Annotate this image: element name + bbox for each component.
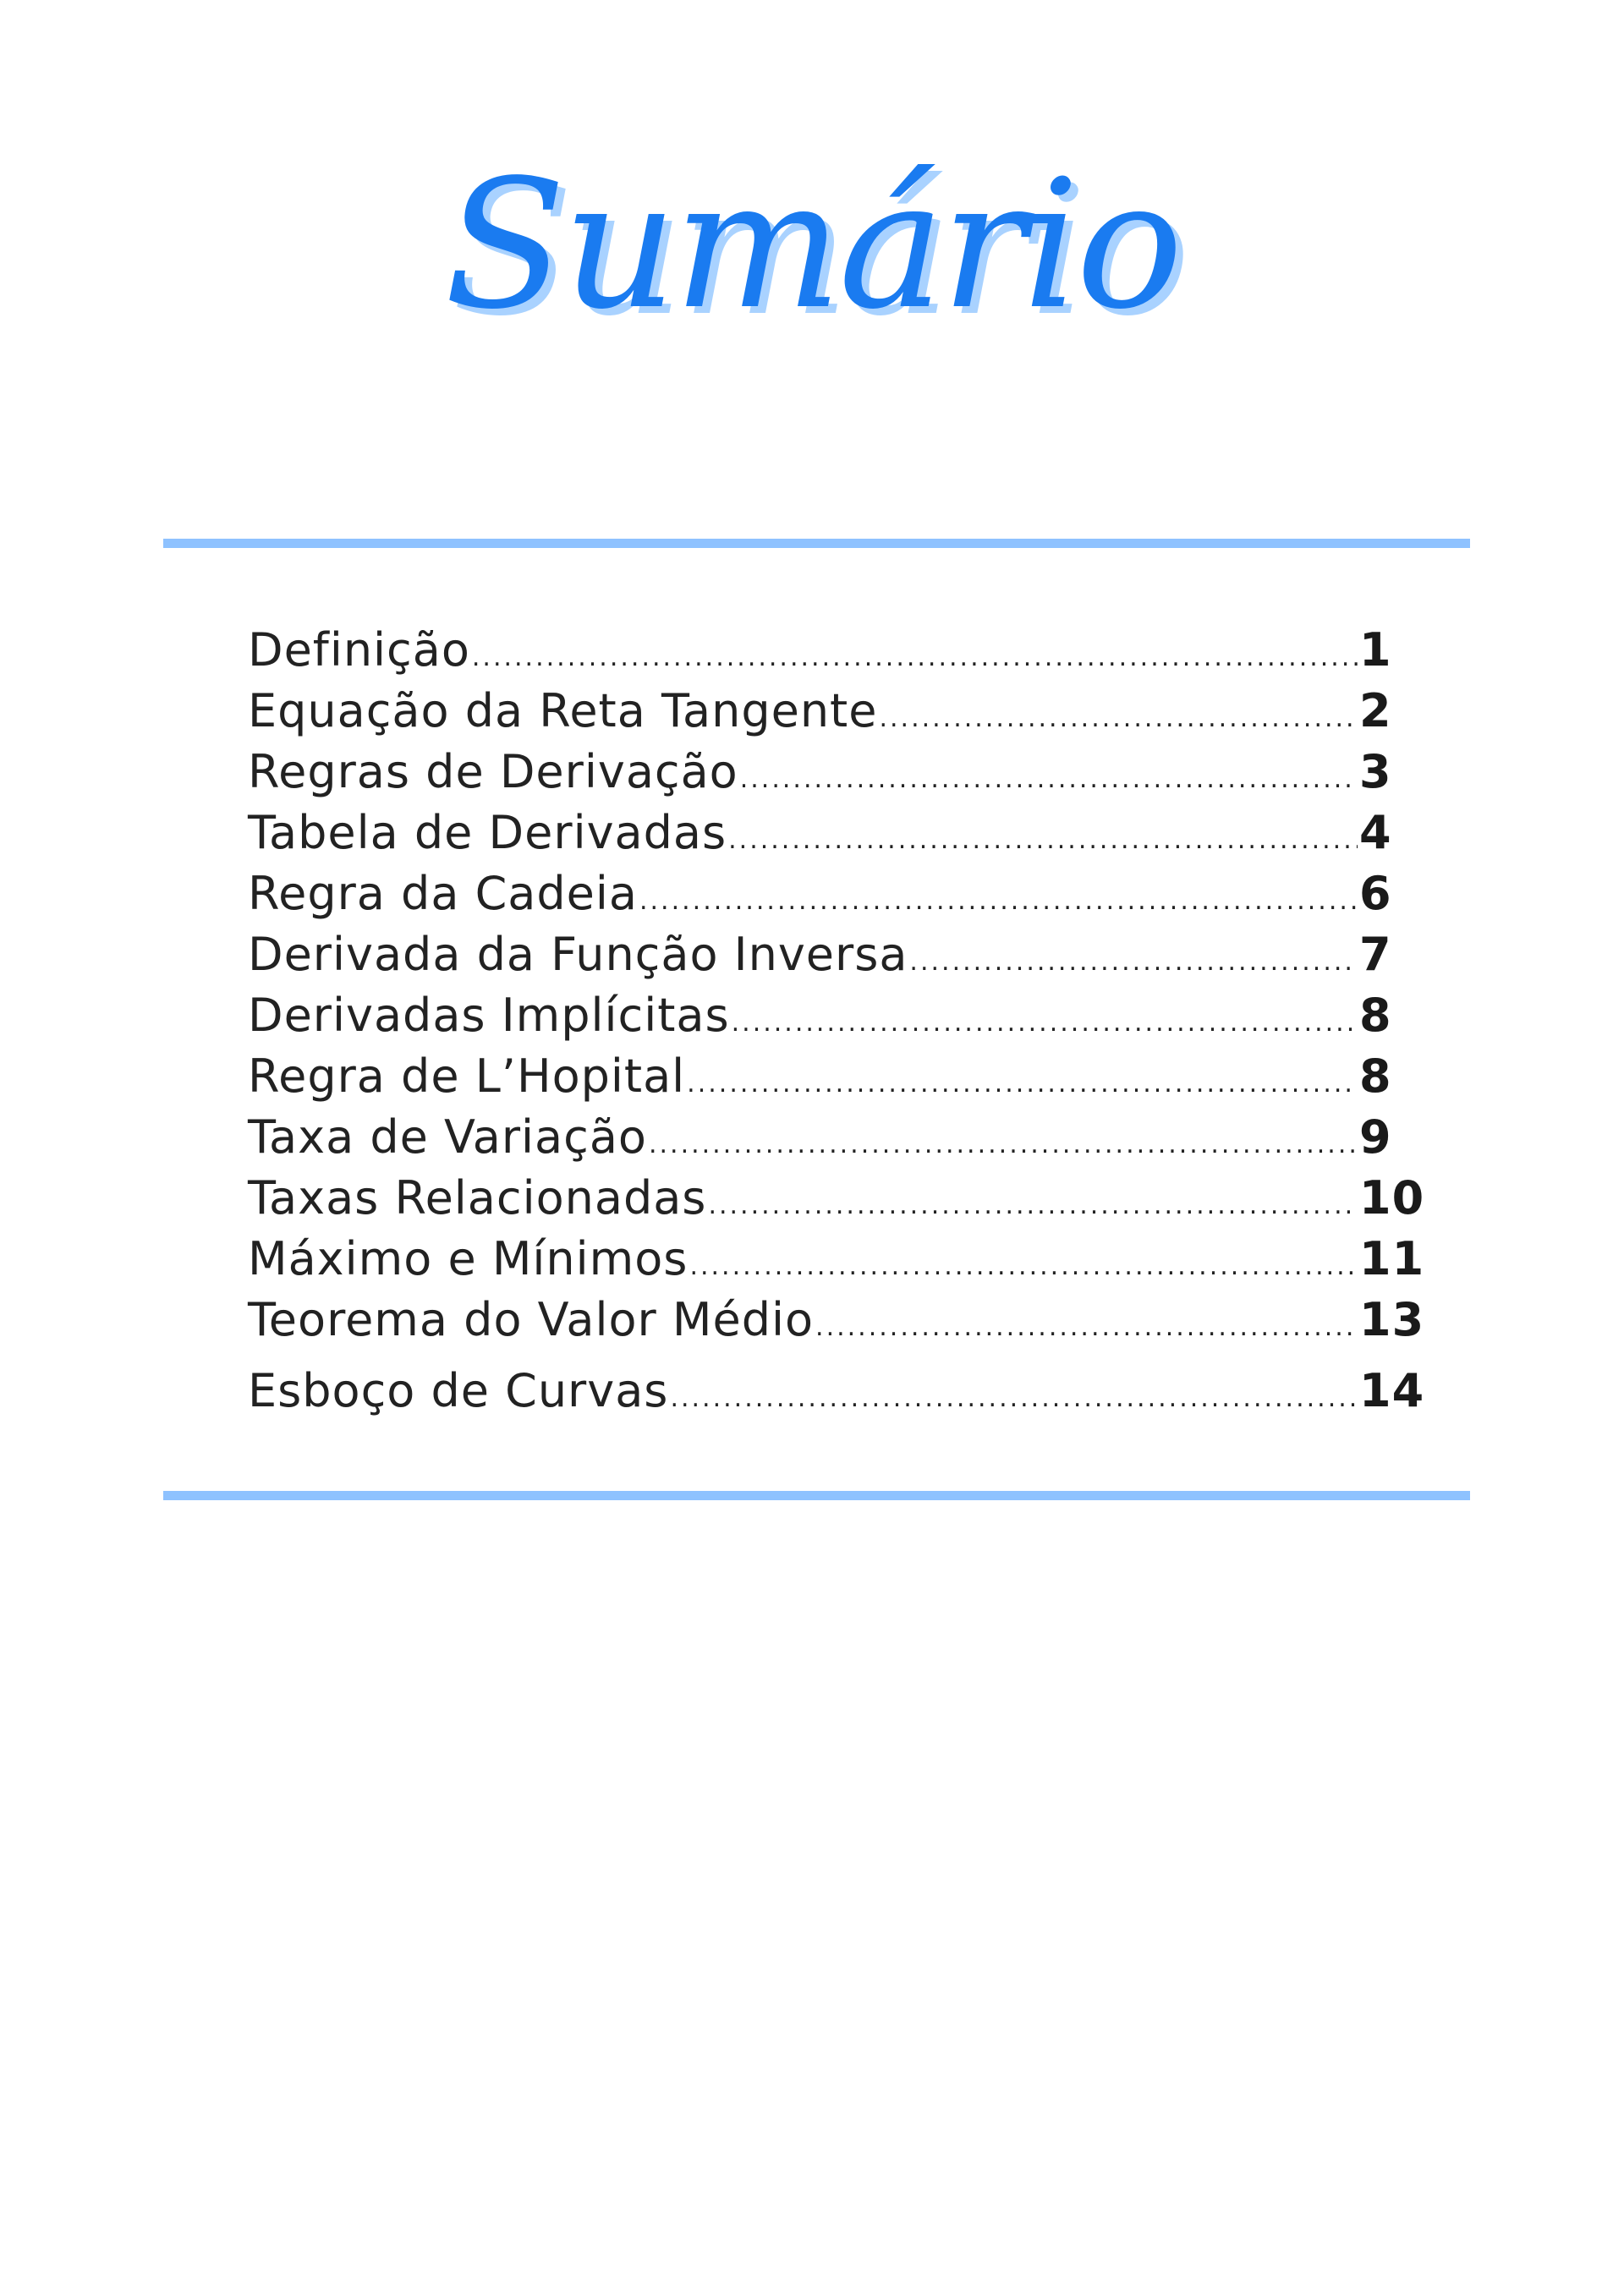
toc-entry-page: 14 [1359,1364,1425,1417]
dot-leader [728,810,1358,871]
toc-entry [248,803,1392,863]
toc-entry-page: 13 [1359,1293,1425,1346]
toc-entry-page: 1 [1359,623,1392,677]
toc-entry-page: 6 [1359,867,1392,920]
dot-leader [687,1054,1358,1115]
dot-leader [909,932,1358,993]
toc-entry-page: 4 [1359,806,1392,859]
table-of-contents [248,620,1425,1422]
toc-entry [248,1168,1425,1229]
toc-entry-label: Esboço de Curvas [248,1364,669,1417]
toc-entry-label: Derivada da Função Inversa [248,928,908,981]
toc-entry-page: 8 [1359,989,1392,1042]
toc-entry-page: 3 [1359,745,1392,798]
toc-entry-label: Teorema do Valor Médio [248,1293,815,1346]
toc-entry [248,924,1392,985]
dot-leader [879,688,1358,749]
toc-entry-label: Derivadas Implícitas [248,989,730,1042]
toc-entry-label: Regra de L’Hopital [248,1049,686,1103]
page-title: Sumário [444,141,1180,348]
toc-entry-label: Taxas Relacionadas [248,1171,707,1225]
dot-leader [639,871,1358,932]
toc-entry-label: Regra da Cadeia [248,867,638,920]
dot-leader [472,627,1358,688]
toc-entry-page: 9 [1359,1110,1392,1164]
dot-leader [732,993,1358,1054]
bottom-divider [163,1491,1470,1500]
toc-entry [248,681,1392,742]
dot-leader [670,1368,1358,1429]
toc-entry [248,620,1392,681]
toc-entry [248,1361,1425,1422]
toc-entry-page: 8 [1359,1049,1392,1103]
toc-entry [248,863,1392,924]
toc-entry-label: Definição [248,623,470,677]
dot-leader [689,1236,1358,1297]
toc-entry [248,1229,1425,1290]
dot-leader [708,1175,1358,1236]
toc-entry-page: 7 [1359,928,1392,981]
dot-leader [649,1115,1358,1175]
toc-entry-label: Tabela de Derivadas [248,806,727,859]
toc-entry [248,985,1392,1046]
toc-entry-page: 11 [1359,1232,1425,1285]
toc-entry [248,1107,1392,1168]
toc-entry-page: 10 [1359,1171,1425,1225]
dot-leader [740,749,1358,810]
dot-leader [815,1297,1358,1358]
toc-entry-label: Equação da Reta Tangente [248,684,878,737]
toc-entry-page: 2 [1359,684,1392,737]
toc-entry-label: Máximo e Mínimos [248,1232,689,1285]
top-divider [163,539,1470,548]
toc-entry-label: Regras de Derivação [248,745,738,798]
toc-entry-label: Taxa de Variação [248,1110,647,1164]
toc-entry [248,742,1392,803]
toc-entry [248,1290,1425,1351]
toc-entry [248,1046,1392,1107]
